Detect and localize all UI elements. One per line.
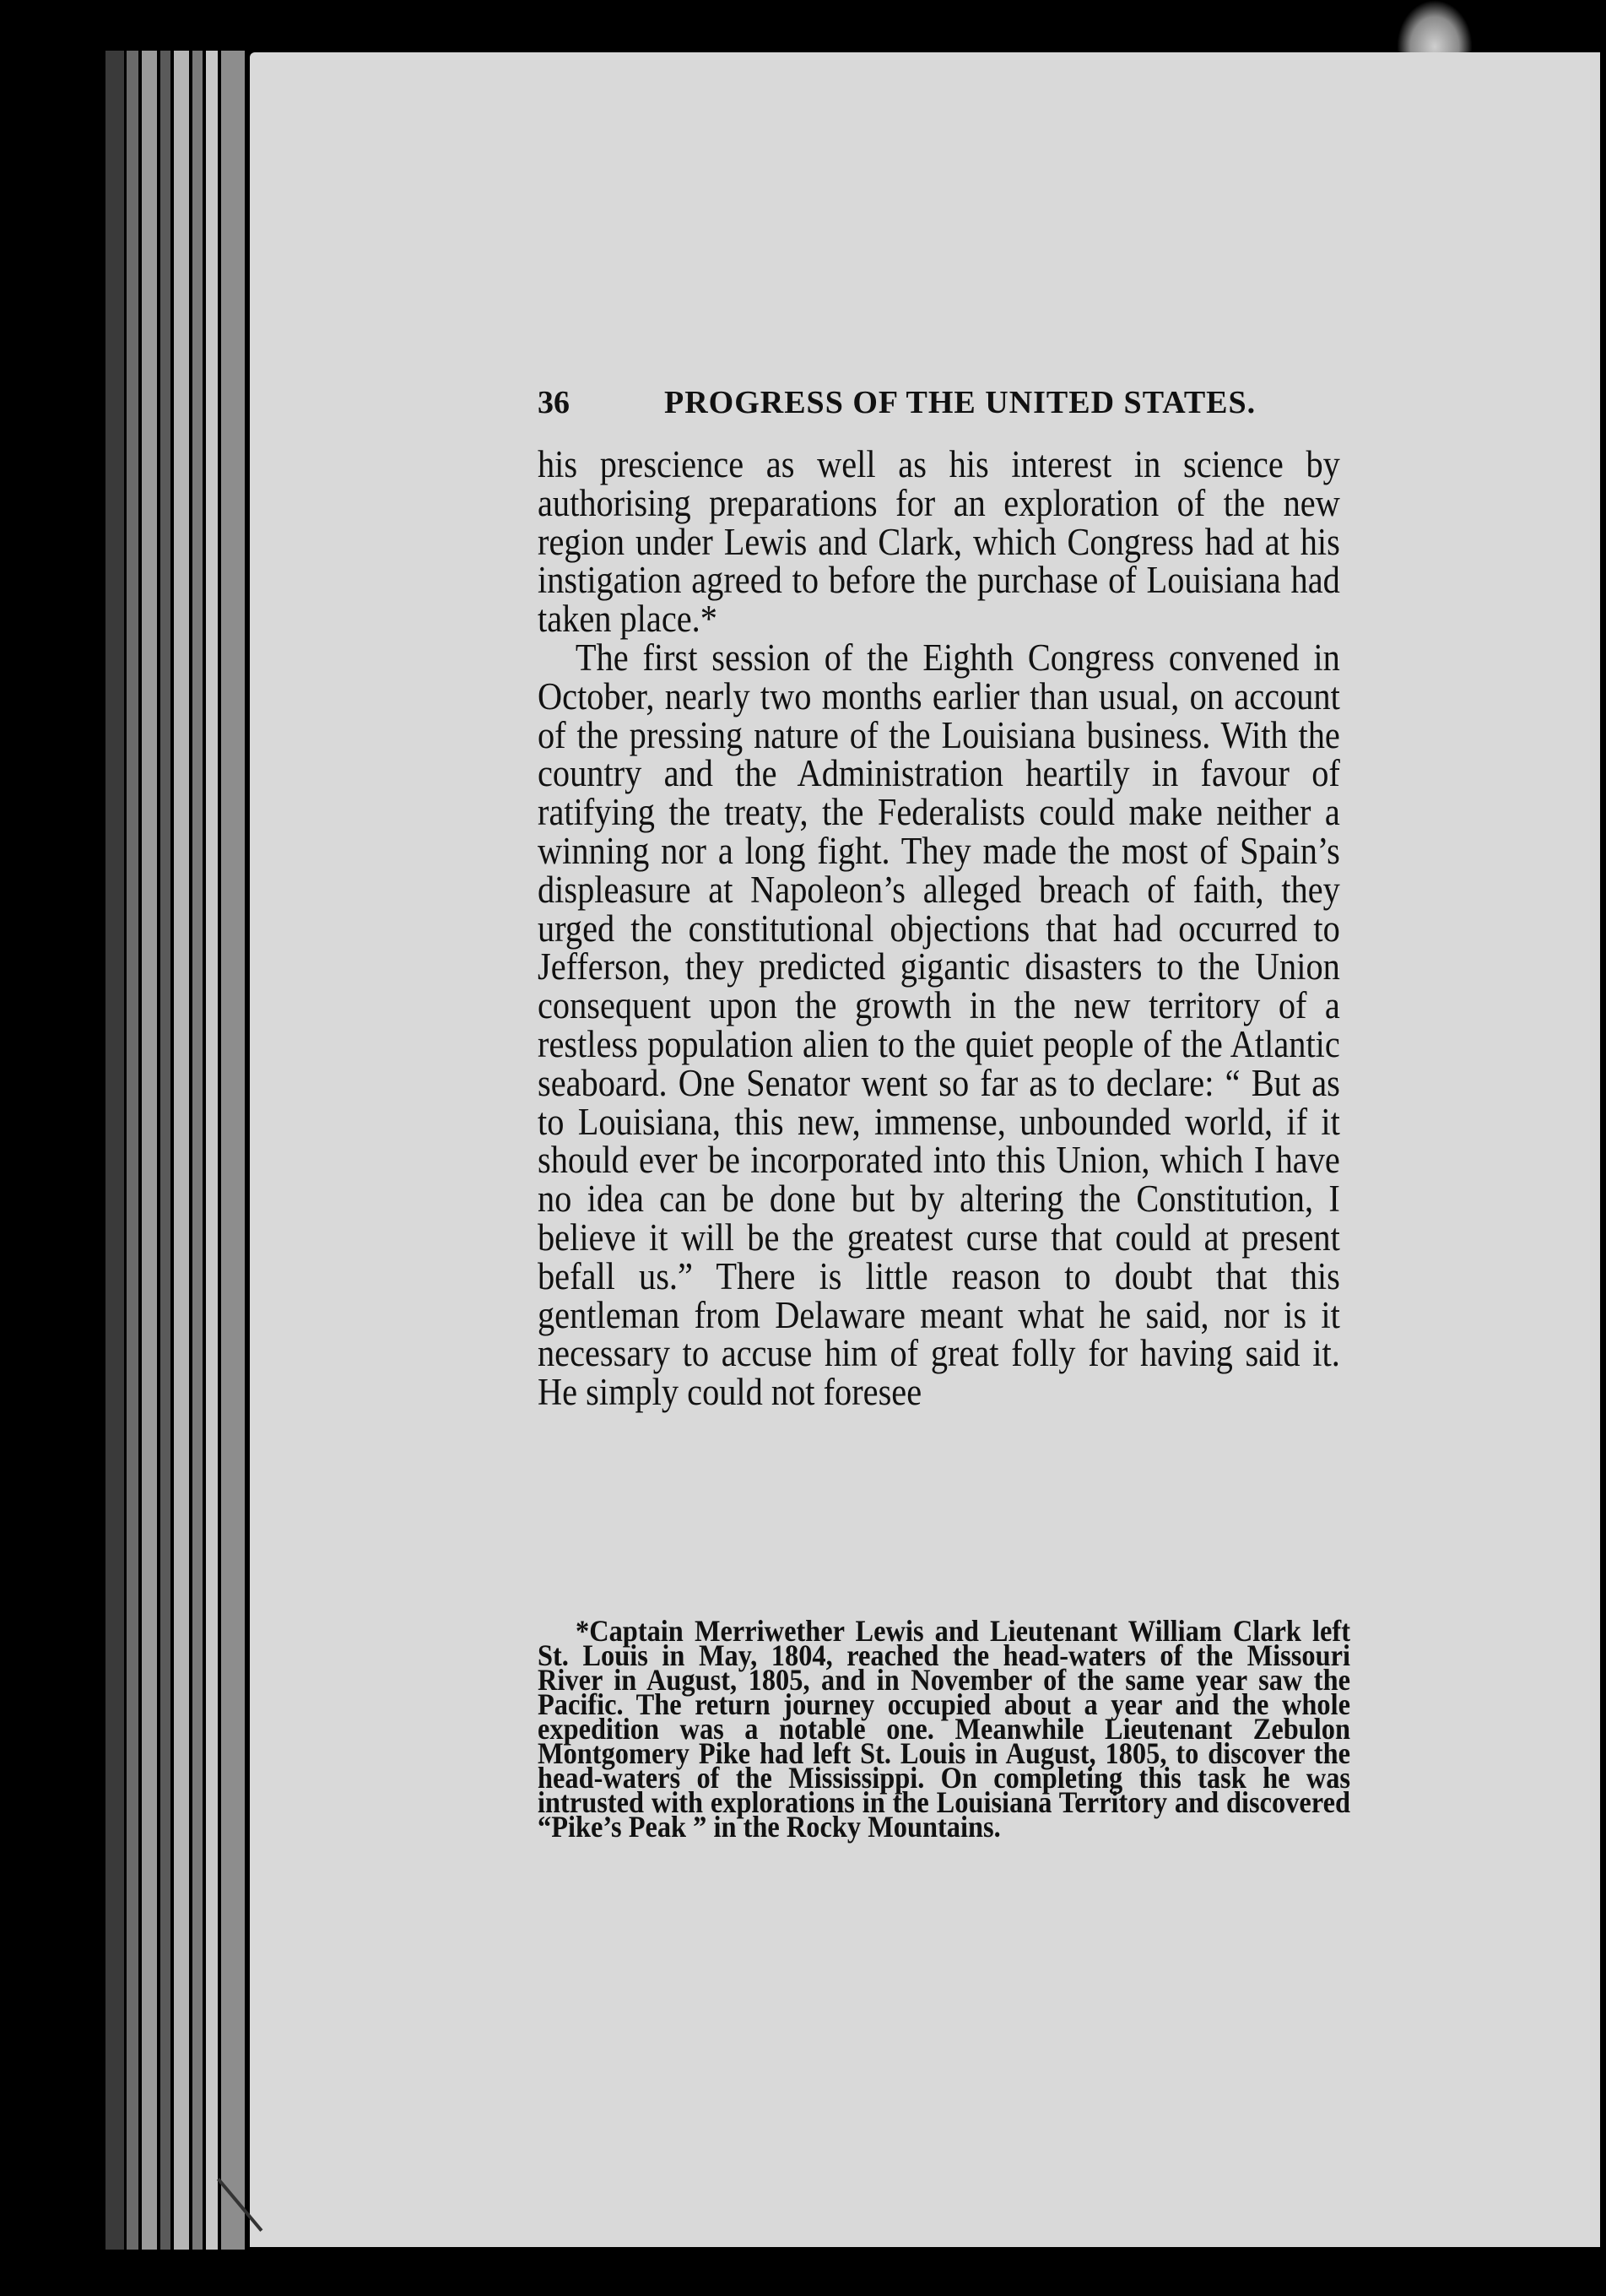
running-head: PROGRESS OF THE UNITED STATES. [664, 385, 1257, 420]
paragraph-eighth-congress: The first session of the Eighth Congress convened in October, nearly two months earlier than usual, on account of the pressing nature of the Louisiana business. With the country and the Administration heartily in favour of ratifying the treaty, the Federalists could make neither a winning nor a long fight. They made the most of Spain’s displeasure at Napoleon’s alleged breach of faith, they urged the constitutional objections that had occurred to Jefferson, they predicted gigantic disasters to the Union consequent upon the growth in the new territory of a restless population alien to the quiet people of the Atlantic seaboard. One Senator went so far as to declare: “ But as to Louisiana, this new, immense, unbounded world, if it should ever be incorporated into this Union, which I have no idea can be done but by altering the Constitution, I believe it will be the greatest curse that could at present befall us.” There is little reason to doubt that this gentleman from Delaware meant what he said, nor is it necessary to accuse him of great folly for having said it. He simply could not foresee [538, 636, 1340, 1414]
book-edge-strip [127, 51, 138, 2250]
footnote-mark: * [576, 1614, 590, 1648]
book-edge-strip [105, 51, 124, 2250]
book-edge-strip [192, 51, 203, 2250]
book-edge-strip [160, 51, 170, 2250]
page-header [538, 376, 1310, 435]
book-edge-strip [206, 51, 218, 2250]
body-text [538, 443, 1340, 1414]
footnote [538, 1614, 1350, 1844]
book-edge-strip [221, 51, 245, 2250]
book-edge-strip [142, 51, 157, 2250]
paragraph-continuation: his prescience as well as his interest in science by authorising preparations for an exploration of the new region under Lewis and Clark, which Congress had at his instigation agreed to before the purchase of Louisiana had taken place.* [538, 443, 1340, 641]
book-edge-strip [174, 51, 189, 2250]
footnote-text: Captain Merriwether Lewis and Lieutenant William Clark left St. Louis in May, 1804, reached the head-waters of the Missouri River in August, 1805, and in November of the same year saw the Pacific. The return journey occupied about a year and the whole expedition was a notable one. Meanwhile Lieutenant Zebulon Montgomery Pike had left St. Louis in August, 1805, to discover the head-waters of the Mississippi. On completing this task he was intrusted with explorations in the Louisiana Territory and discovered “Pike’s Peak ” in the Rocky Mountains. [538, 1614, 1350, 1844]
page-number: 36 [538, 385, 570, 420]
